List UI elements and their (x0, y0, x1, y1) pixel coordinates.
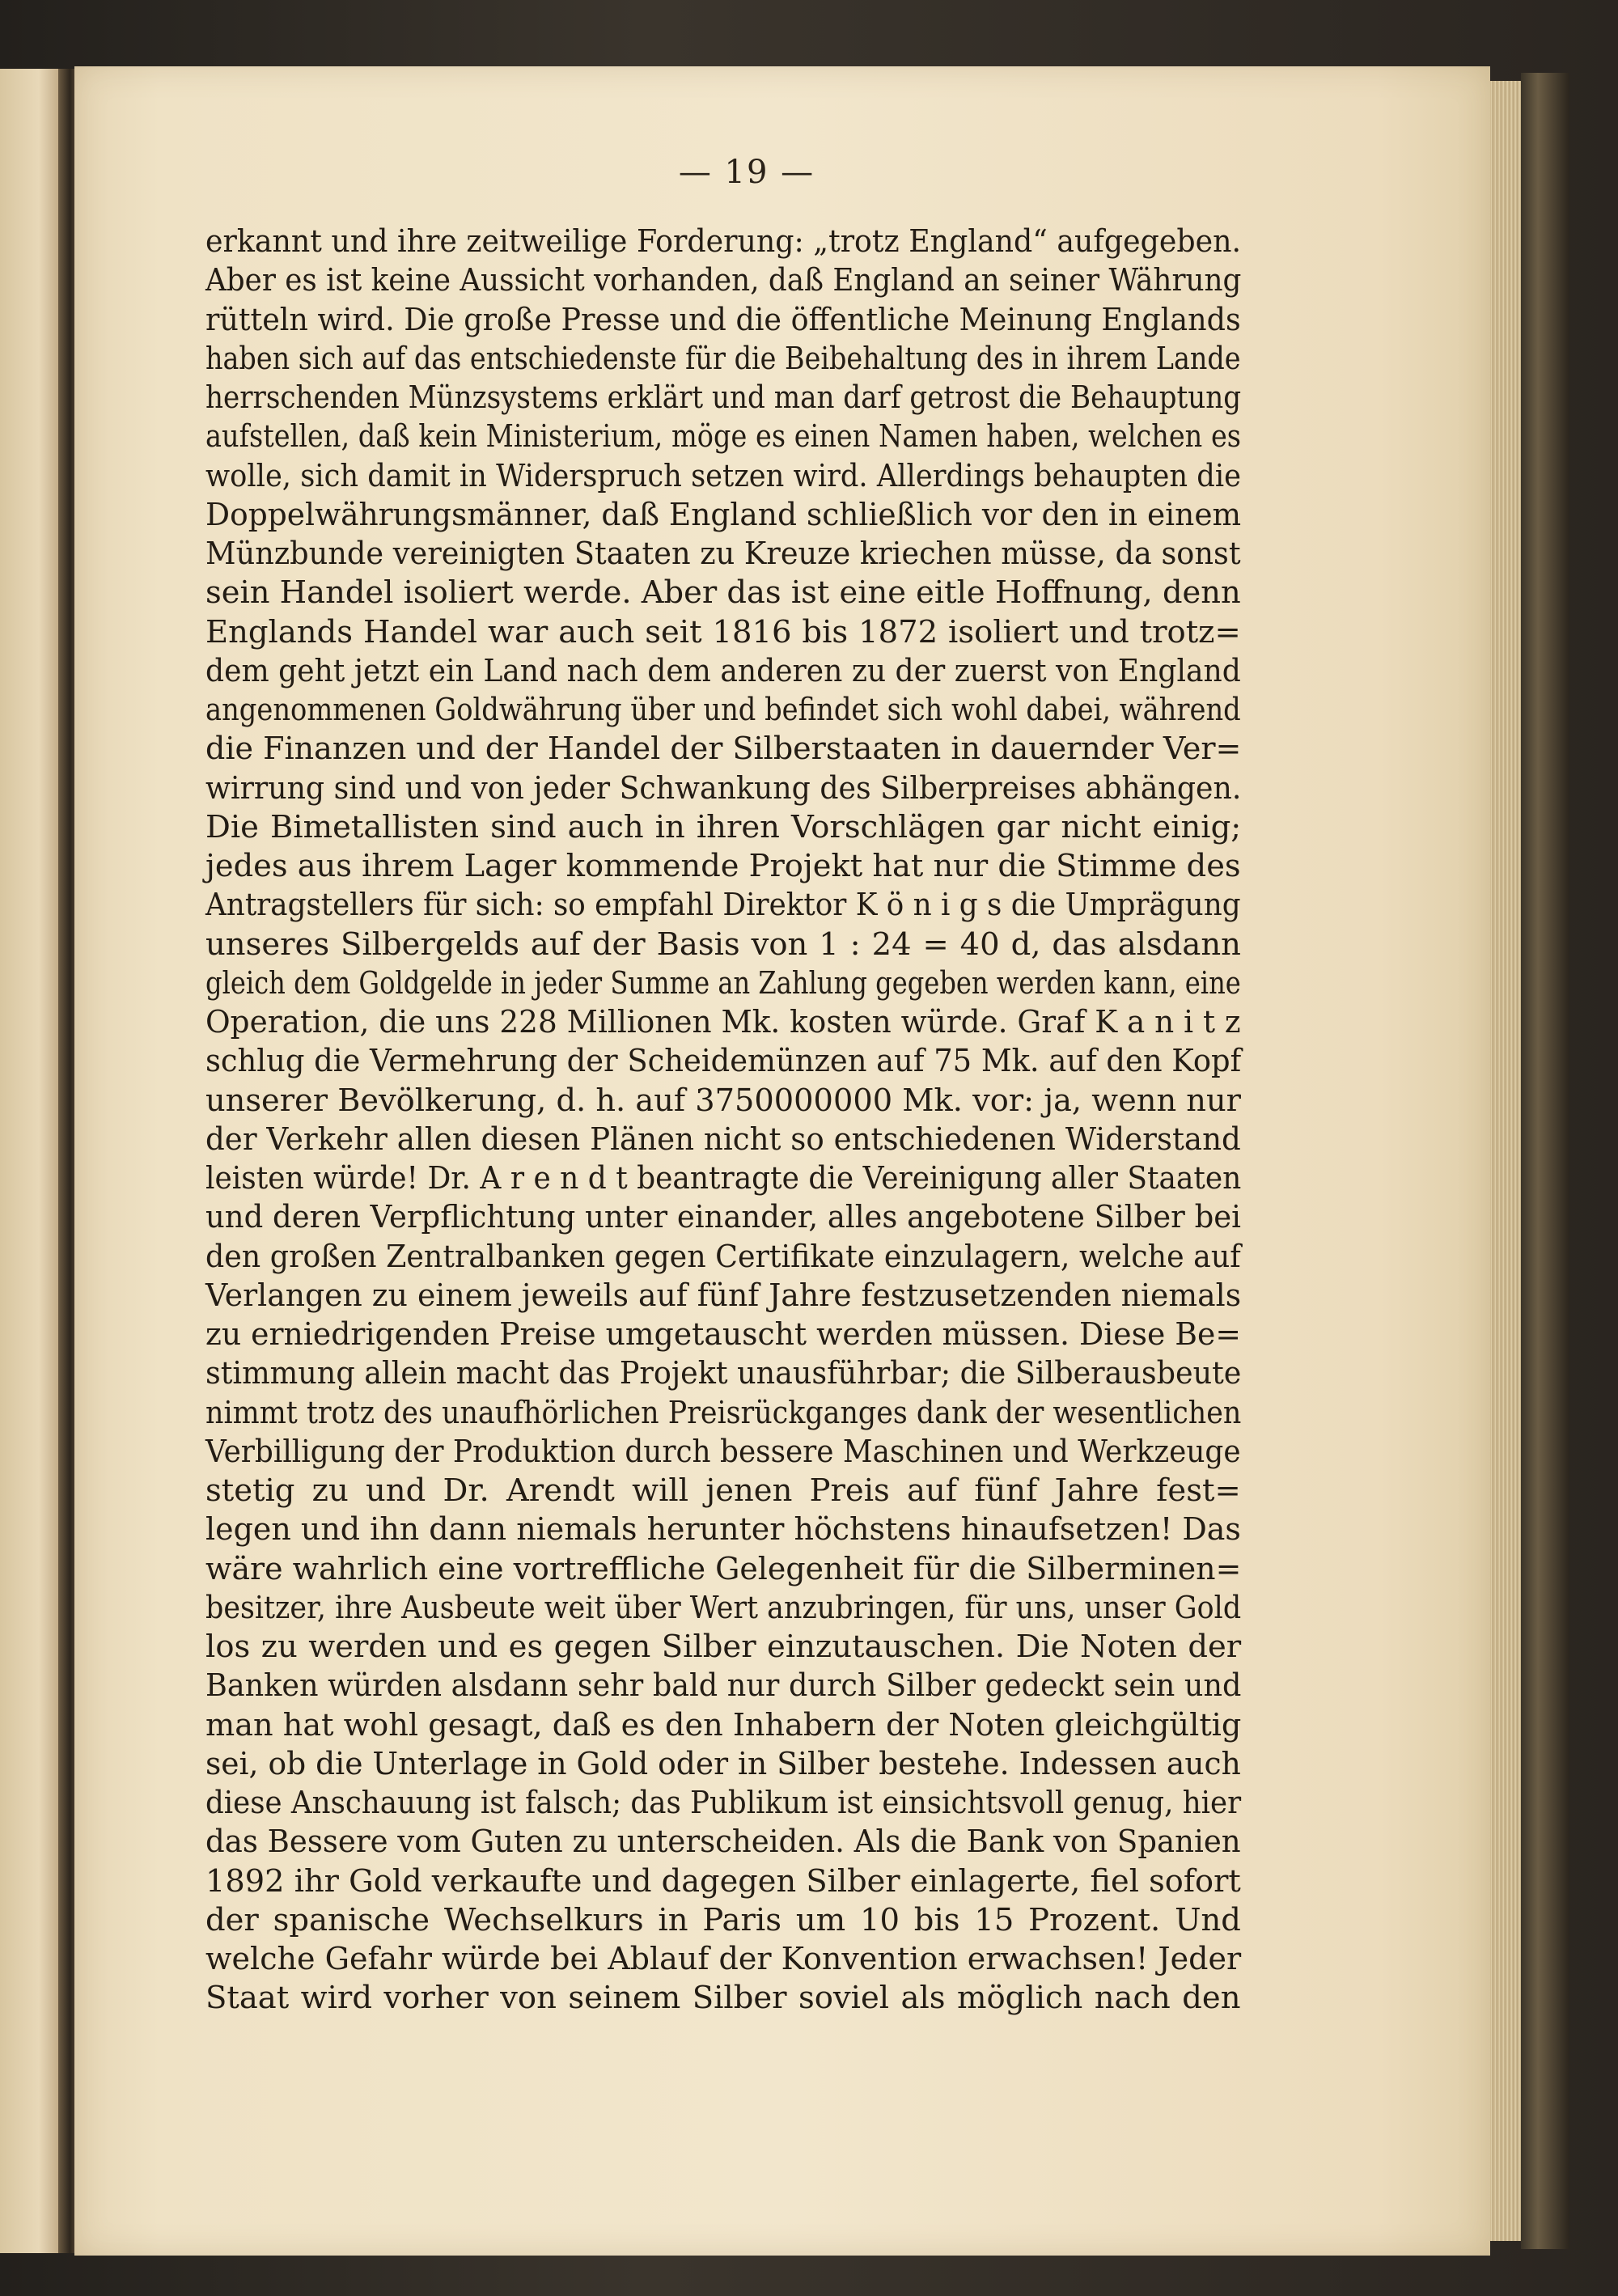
text-line: legen und ihn dann niemals herunter höchstens hinaufsetzen! Das (205, 1511, 1241, 1548)
text-line: schlug die Vermehrung der Scheidemünzen auf 75 Mk. auf den Kopf (205, 1043, 1242, 1080)
text-line: wäre wahrlich eine vortreffliche Gelegenheit für die Silberminen= (205, 1550, 1242, 1587)
text-line: sein Handel isoliert werde. Aber das ist eine eitle Hoffnung, denn (205, 574, 1241, 612)
text-line: der Verkehr allen diesen Plänen nicht so entschiedenen Widerstand (205, 1120, 1241, 1158)
text-line: erkannt und ihre zeitweilige Forderung: „trotz England“ aufgegeben. (205, 223, 1241, 260)
text-line: Staat wird vorher von seinem Silber soviel als möglich nach den (205, 1980, 1241, 2017)
text-line: diese Anschauung ist falsch; das Publikum ist einsichtsvoll genug, hier (205, 1785, 1242, 1821)
text-line: Banken würden alsdann sehr bald nur durch Silber gedeckt sein und (205, 1667, 1242, 1705)
text-line: angenommenen Goldwährung über und befindet sich wohl dabei, während (205, 692, 1241, 728)
text-line: das Bessere vom Guten zu unterscheiden. Als die Bank von Spanien (205, 1824, 1241, 1861)
body-text (205, 222, 1241, 2019)
text-line: Operation, die uns 228 Millionen Mk. kosten würde. Graf K a n i t z (205, 1004, 1241, 1040)
text-line: Verlangen zu einem jeweils auf fünf Jahre festzusetzenden niemals (205, 1277, 1242, 1314)
text-line: Antragstellers für sich: so empfahl Direktor K ö n i g s die Umprägung (205, 887, 1241, 924)
text-line: Die Bimetallisten sind auch in ihren Vorschlägen gar nicht einig; (205, 808, 1242, 845)
text-line: sei, ob die Unterlage in Gold oder in Silber bestehe. Indessen auch (205, 1745, 1241, 1782)
text-line: 1892 ihr Gold verkaufte und dagegen Silber einlagerte, fiel sofort (205, 1862, 1241, 1900)
text-line: zu erniedrigenden Preise umgetauscht werden müssen. Diese Be= (205, 1316, 1241, 1353)
text-line: Verbilligung der Produktion durch bessere Maschinen und Werkzeuge (205, 1433, 1241, 1470)
text-line: welche Gefahr würde bei Ablauf der Konvention erwachsen! Jeder (205, 1941, 1242, 1977)
text-line: man hat wohl gesagt, daß es den Inhabern der Noten gleichgültig (205, 1706, 1242, 1743)
text-line: rütteln wird. Die große Presse und die öffentliche Meinung Englands (205, 301, 1241, 338)
text-line: Doppelwährungsmänner, daß England schließlich vor den in einem (205, 496, 1242, 533)
page-number: — 19 — (678, 154, 815, 191)
text-line: stetig zu und Dr. Arendt will jenen Preis auf fünf Jahre fest= (205, 1472, 1241, 1509)
text-line: der spanische Wechselkurs in Paris um 10 bis 15 Prozent. Und (205, 1901, 1241, 1938)
text-line: Aber es ist keine Aussicht vorhanden, daß England an seiner Währung (205, 262, 1242, 299)
text-line: unseres Silbergelds auf der Basis von 1 : 24 = 40 d, das alsdann (205, 926, 1241, 963)
previous-page-edge (0, 69, 65, 2253)
text-line: herrschenden Münzsystems erklärt und man darf getrost die Behauptung (205, 379, 1242, 416)
page-edges (1490, 81, 1521, 2241)
text-line: gleich dem Goldgelde in jeder Summe an Zahlung gegeben werden kann, eine (205, 964, 1241, 1002)
text-line: stimmung allein macht das Projekt unausführbar; die Silberausbeute (205, 1355, 1242, 1392)
text-line: unserer Bevölkerung, d. h. auf 3750000000 Mk. vor: ja, wenn nur (205, 1082, 1241, 1119)
text-line: den großen Zentralbanken gegen Certifikate einzulagern, welche auf (205, 1238, 1241, 1275)
text-line: leisten würde! Dr. A r e n d t beantragte die Vereinigung aller Staaten (205, 1160, 1242, 1197)
text-line: aufstellen, daß kein Ministerium, möge es einen Namen haben, welchen es (205, 418, 1242, 455)
text-line: dem geht jetzt ein Land nach dem anderen zu der zuerst von England (205, 652, 1241, 689)
book-cover-edge (1521, 73, 1569, 2249)
text-line: Englands Handel war auch seit 1816 bis 1872 isoliert und trotz= (205, 613, 1241, 650)
text-line: jedes aus ihrem Lager kommende Projekt hat nur die Stimme des (205, 848, 1241, 884)
text-line: wirrung sind und von jeder Schwankung des Silberpreises abhängen. (205, 769, 1242, 807)
text-line: besitzer, ihre Ausbeute weit über Wert anzubringen, für uns, unser Gold (205, 1589, 1242, 1626)
text-line: los zu werden und es gegen Silber einzutauschen. Die Noten der (205, 1629, 1242, 1665)
text-line: die Finanzen und der Handel der Silberstaaten in dauernder Ver= (205, 731, 1242, 768)
text-line: nimmt trotz des unaufhörlichen Preisrückganges dank der wesentlichen (205, 1394, 1242, 1431)
text-line: haben sich auf das entschiedenste für die Beibehaltung des in ihrem Lande (205, 340, 1241, 377)
text-line: Münzbunde vereinigten Staaten zu Kreuze kriechen müsse, da sonst (205, 536, 1241, 572)
text-line: und deren Verpflichtung unter einander, alles angebotene Silber bei (205, 1199, 1241, 1236)
text-line: wolle, sich damit in Widerspruch setzen wird. Allerdings behaupten die (205, 457, 1241, 494)
